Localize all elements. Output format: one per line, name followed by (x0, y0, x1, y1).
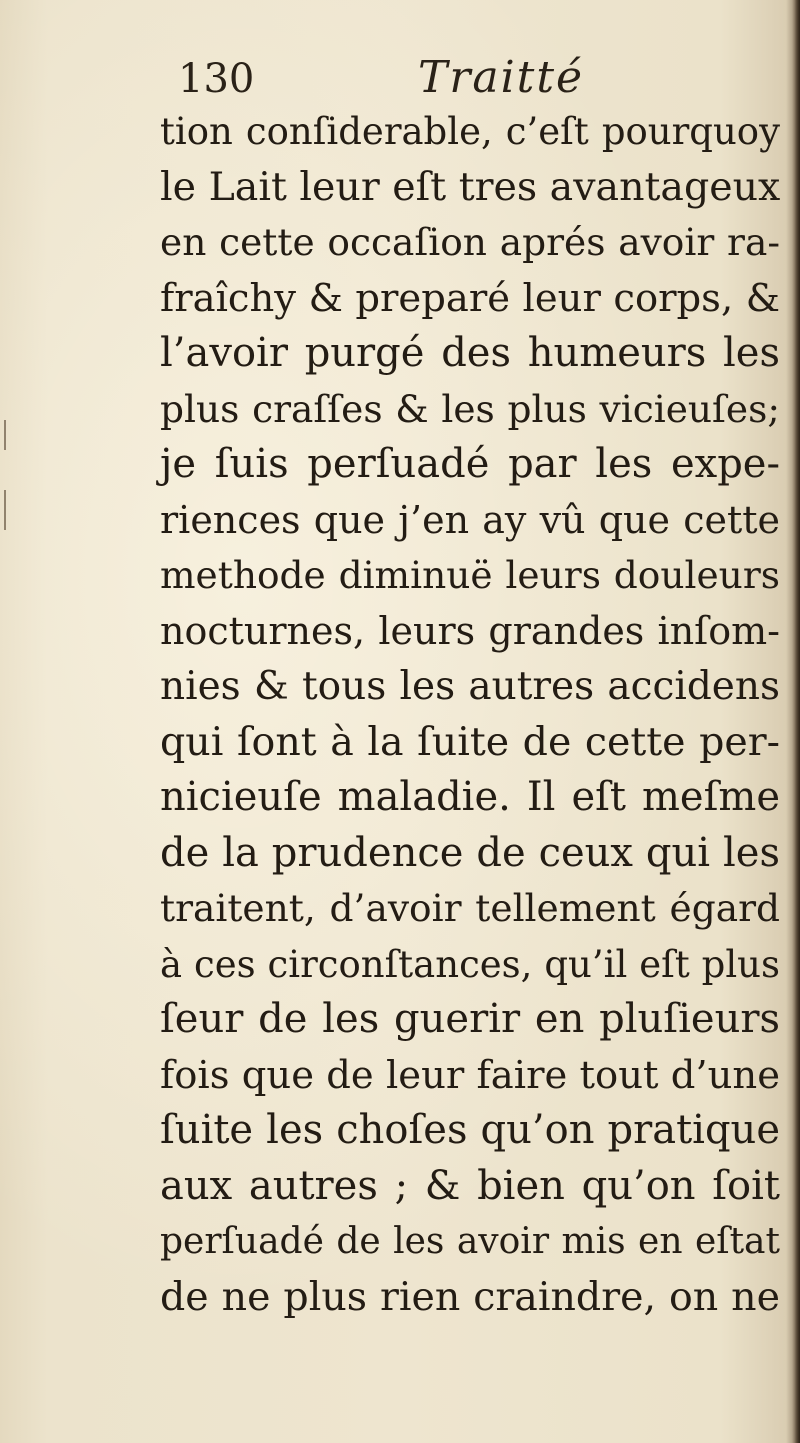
text-line: je ſuis perſuadé par les expe- (160, 441, 780, 487)
running-title: Traitté (418, 52, 585, 103)
text-line: riences que j’en ay vû que cette (160, 497, 780, 542)
text-line: qui ſont à la ſuite de cette per- (160, 718, 780, 765)
text-line: nies & tous les autres accidens (160, 664, 780, 709)
text-line: l’avoir purgé des humeurs les (160, 330, 780, 376)
text-line: aux autres ; & bien qu’on ſoit (160, 1162, 780, 1209)
text-line: traitent, d’avoir tellement égard (160, 886, 780, 930)
margin-mark (4, 420, 6, 450)
text-line: le Lait leur eſt tres avantageux (160, 163, 781, 210)
text-line: de la prudence de ceux qui les (160, 829, 780, 876)
text-line: de ne plus rien craindre, on ne (160, 1273, 780, 1320)
text-line: tion conſiderable, c’eſt pourquoy (160, 110, 780, 153)
page-edge (786, 0, 800, 1443)
text-line: plus craſſes & les plus vicieuſes; (160, 386, 780, 431)
text-line: fois que de leur faire tout d’une (160, 1052, 780, 1098)
text-line: ſuite les choſes qu’on pratique (160, 1107, 780, 1153)
margin-mark (4, 490, 6, 530)
page-number: 130 (178, 56, 255, 102)
text-line: perſuadé de les avoir mis en eſtat (160, 1221, 780, 1262)
text-line: methode diminuë leurs douleurs (160, 553, 780, 597)
text-line: nocturnes, leurs grandes inſom- (160, 608, 780, 653)
text-line: fraîchy & preparé leur corps, & (160, 275, 780, 321)
page-header (172, 52, 732, 112)
text-line: à ces circonſtances, qu’il eſt plus (160, 942, 780, 986)
body-text (160, 104, 780, 1325)
text-line: nicieuſe maladie. Il eſt meſme (160, 774, 780, 820)
text-line: ſeur de les guerir en pluſieurs (160, 996, 780, 1042)
text-line: en cette occaſion aprés avoir ra- (160, 220, 780, 264)
